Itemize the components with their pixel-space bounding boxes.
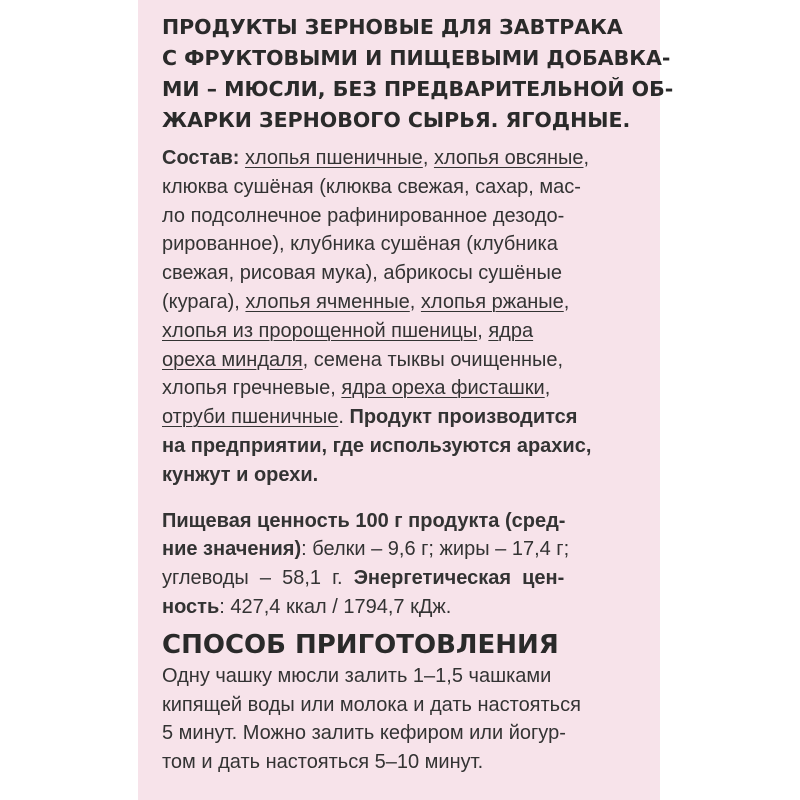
energy-values: : 427,4 ккал / 1794,7 кДж. <box>219 595 452 618</box>
nutrition-line <box>162 535 642 564</box>
ingredient-highlight: ореха миндаля <box>162 348 303 371</box>
composition-line: (курага), хлопья ячменные, хлопья ржаные, <box>162 290 570 313</box>
allergen-note: кунжут и орехи. <box>162 463 319 486</box>
composition-line: свежая, рисовая мука), абрикосы сушёные <box>162 262 562 285</box>
ingredient-highlight: ядра ореха фисташки <box>341 377 545 400</box>
nutrition-heading: ние значения) <box>162 538 302 561</box>
title-line: МИ – МЮСЛИ, БЕЗ ПРЕДВАРИТЕЛЬНОЙ ОБ- <box>162 77 674 101</box>
composition-label: Состав: <box>162 147 240 169</box>
ingredient-highlight: хлопья овсяные <box>433 147 584 169</box>
title-line: ЖАРКИ ЗЕРНОВОГО СЫРЬЯ. ЯГОДНЫЕ. <box>162 108 631 132</box>
preparation-paragraph <box>162 662 642 777</box>
composition-line: ло подсолнечное рафинированное дезодо- <box>162 204 565 227</box>
ingredient-highlight: хлопья из пророщенной пшеницы <box>162 319 478 342</box>
allergen-note: на предприятии, где используются арахис, <box>162 434 592 457</box>
composition-line: рированное), клубника сушёная (клубника <box>162 233 558 256</box>
ingredient-highlight: хлопья ячменные <box>245 290 410 313</box>
composition-text: , семена тыквы очищенные, <box>302 348 564 371</box>
energy-heading: Энергетическая цен- <box>353 567 565 590</box>
composition-text: хлопья гречневые, <box>162 377 342 400</box>
ingredient-highlight: ядра <box>488 319 534 342</box>
nutrition-paragraph <box>162 507 642 622</box>
ingredient-highlight: хлопья пшеничные <box>244 147 423 169</box>
nutrition-heading: Пищевая ценность 100 г продукта (сред- <box>162 509 566 532</box>
composition-line: хлопья гречневые, ядра ореха фисташки, <box>162 377 551 400</box>
preparation-line: 5 минут. Можно залить кефиром или йогур- <box>162 722 566 745</box>
ingredient-highlight: хлопья ржаные <box>420 290 564 313</box>
title-line: С ФРУКТОВЫМИ И ПИЩЕВЫМИ ДОБАВКА- <box>162 46 671 70</box>
preparation-heading: СПОСОБ ПРИГОТОВЛЕНИЯ <box>162 629 559 660</box>
product-title <box>162 12 674 136</box>
preparation-line: Одну чашку мюсли залить 1–1,5 чашками <box>162 664 552 687</box>
composition-line: клюква сушёная (клюква свежая, сахар, мас- <box>162 175 581 198</box>
composition-text: (курага), <box>162 290 246 313</box>
nutrition-values: углеводы – 58,1 г. <box>162 567 354 590</box>
nutrition-values: : белки – 9,6 г; жиры – 17,4 г; <box>301 538 570 561</box>
ingredient-highlight: отруби пшеничные <box>162 406 339 429</box>
product-label-panel <box>138 0 674 800</box>
nutrition-line <box>162 593 642 622</box>
composition-paragraph <box>162 144 642 490</box>
composition-line <box>162 346 642 375</box>
nutrition-line <box>162 564 642 593</box>
preparation-line: кипящей воды или молока и дать настояться <box>162 693 581 716</box>
composition-line: хлопья из пророщенной пшеницы, ядра <box>162 319 534 342</box>
composition-line: Состав: хлопья пшеничные, хлопья овсяные, <box>162 147 590 169</box>
composition-line: отруби пшеничные. Продукт производится <box>162 406 578 429</box>
energy-heading: ность <box>162 595 220 618</box>
allergen-note: Продукт производится <box>349 406 578 429</box>
preparation-line: том и дать настояться 5–10 минут. <box>162 751 484 774</box>
title-line: ПРОДУКТЫ ЗЕРНОВЫЕ ДЛЯ ЗАВТРАКА <box>162 15 623 39</box>
